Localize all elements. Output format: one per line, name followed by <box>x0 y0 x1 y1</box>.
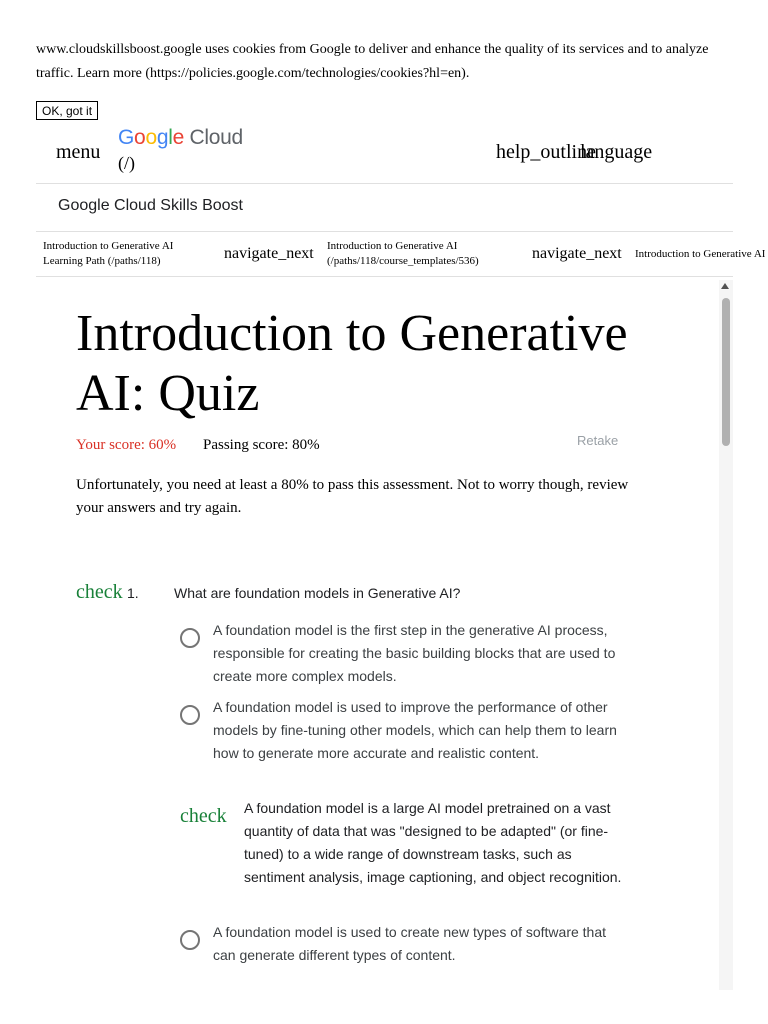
breadcrumb-item-learning-path[interactable] <box>43 239 218 269</box>
logo-letter: o <box>134 126 146 149</box>
cookie-accept-button[interactable]: OK, got it <box>36 101 98 120</box>
breadcrumb-item-course[interactable] <box>327 239 527 269</box>
breadcrumb-item-title: Introduction to Generative AI <box>43 240 174 252</box>
header-divider <box>36 183 733 184</box>
logo-letter: G <box>118 126 135 149</box>
question-text: What are foundation models in Generative AI? <box>174 585 461 601</box>
google-cloud-logo[interactable] <box>118 126 243 150</box>
breadcrumb-item-title: Introduction to Generative AI <box>635 248 766 260</box>
your-score: Your score: 60% <box>76 437 177 453</box>
brand-divider <box>36 231 733 232</box>
radio-button[interactable] <box>180 628 200 648</box>
cookie-banner-text: www.cloudskillsboost.google uses cookies from Google to deliver and enhance the quality of its services and to analyze traffic. Learn more (https://policies.google.com/technologies/cookies?hl=en). <box>36 42 709 81</box>
logo-letter: l <box>168 126 173 149</box>
radio-button[interactable] <box>180 930 200 950</box>
scrollbar-thumb[interactable] <box>722 298 730 446</box>
answer-option-text: A foundation model is a large AI model pretrained on a vast quantity of data that was "designed to be adapted" (or fine-tuned) to a wide range of downstream tasks, such as sentiment analysis, image captioning, and object recognition. <box>244 800 622 885</box>
breadcrumb-item-title: Introduction to Generative AI <box>327 240 458 252</box>
result-message: Unfortunately, you need at least a 80% to pass this assessment. Not to worry though, review your answers and try again. <box>76 477 629 516</box>
question-number: 1. <box>127 585 139 601</box>
radio-button[interactable] <box>180 705 200 725</box>
logo-letter: g <box>156 126 169 149</box>
answer-option-text: A foundation model is the first step in the generative AI process, responsible for creating the basic building blocks that are used to create more complex models. <box>213 622 616 684</box>
retake-button[interactable]: Retake <box>577 433 619 448</box>
passing-score: Passing score: 80% <box>203 437 320 453</box>
site-brand-title[interactable]: Google Cloud Skills Boost <box>58 197 243 214</box>
breadcrumb-item-current[interactable] <box>635 247 766 262</box>
answer-option-text: A foundation model is used to improve the performance of other models by fine-tuning other models, which can help them to learn how to generate more accurate and realistic content. <box>213 699 617 761</box>
logo-letter: e <box>172 126 184 149</box>
breadcrumb-item-link: Learning Path (/paths/118) <box>43 255 161 267</box>
correct-check-icon: check <box>76 581 123 603</box>
breadcrumb-item-link: (/paths/118/course_templates/536) <box>327 255 479 267</box>
scroll-up-arrow-icon[interactable] <box>721 283 729 289</box>
navigate-next-icon: navigate_next <box>532 245 622 262</box>
help-button[interactable]: help_outline <box>496 141 596 163</box>
breadcrumb-divider <box>36 276 733 277</box>
navigate-next-icon: navigate_next <box>224 245 314 262</box>
logo-cloud-word: Cloud <box>189 126 243 149</box>
language-button[interactable]: language <box>580 141 653 163</box>
correct-check-icon: check <box>180 805 227 827</box>
logo-letter: o <box>145 126 157 149</box>
logo-link-text[interactable]: (/) <box>118 153 135 173</box>
menu-button[interactable]: menu <box>56 141 101 163</box>
answer-option-text: A foundation model is used to create new types of software that can generate different types of content. <box>213 924 607 963</box>
page-title: Introduction to Generative AI: Quiz <box>76 305 628 422</box>
